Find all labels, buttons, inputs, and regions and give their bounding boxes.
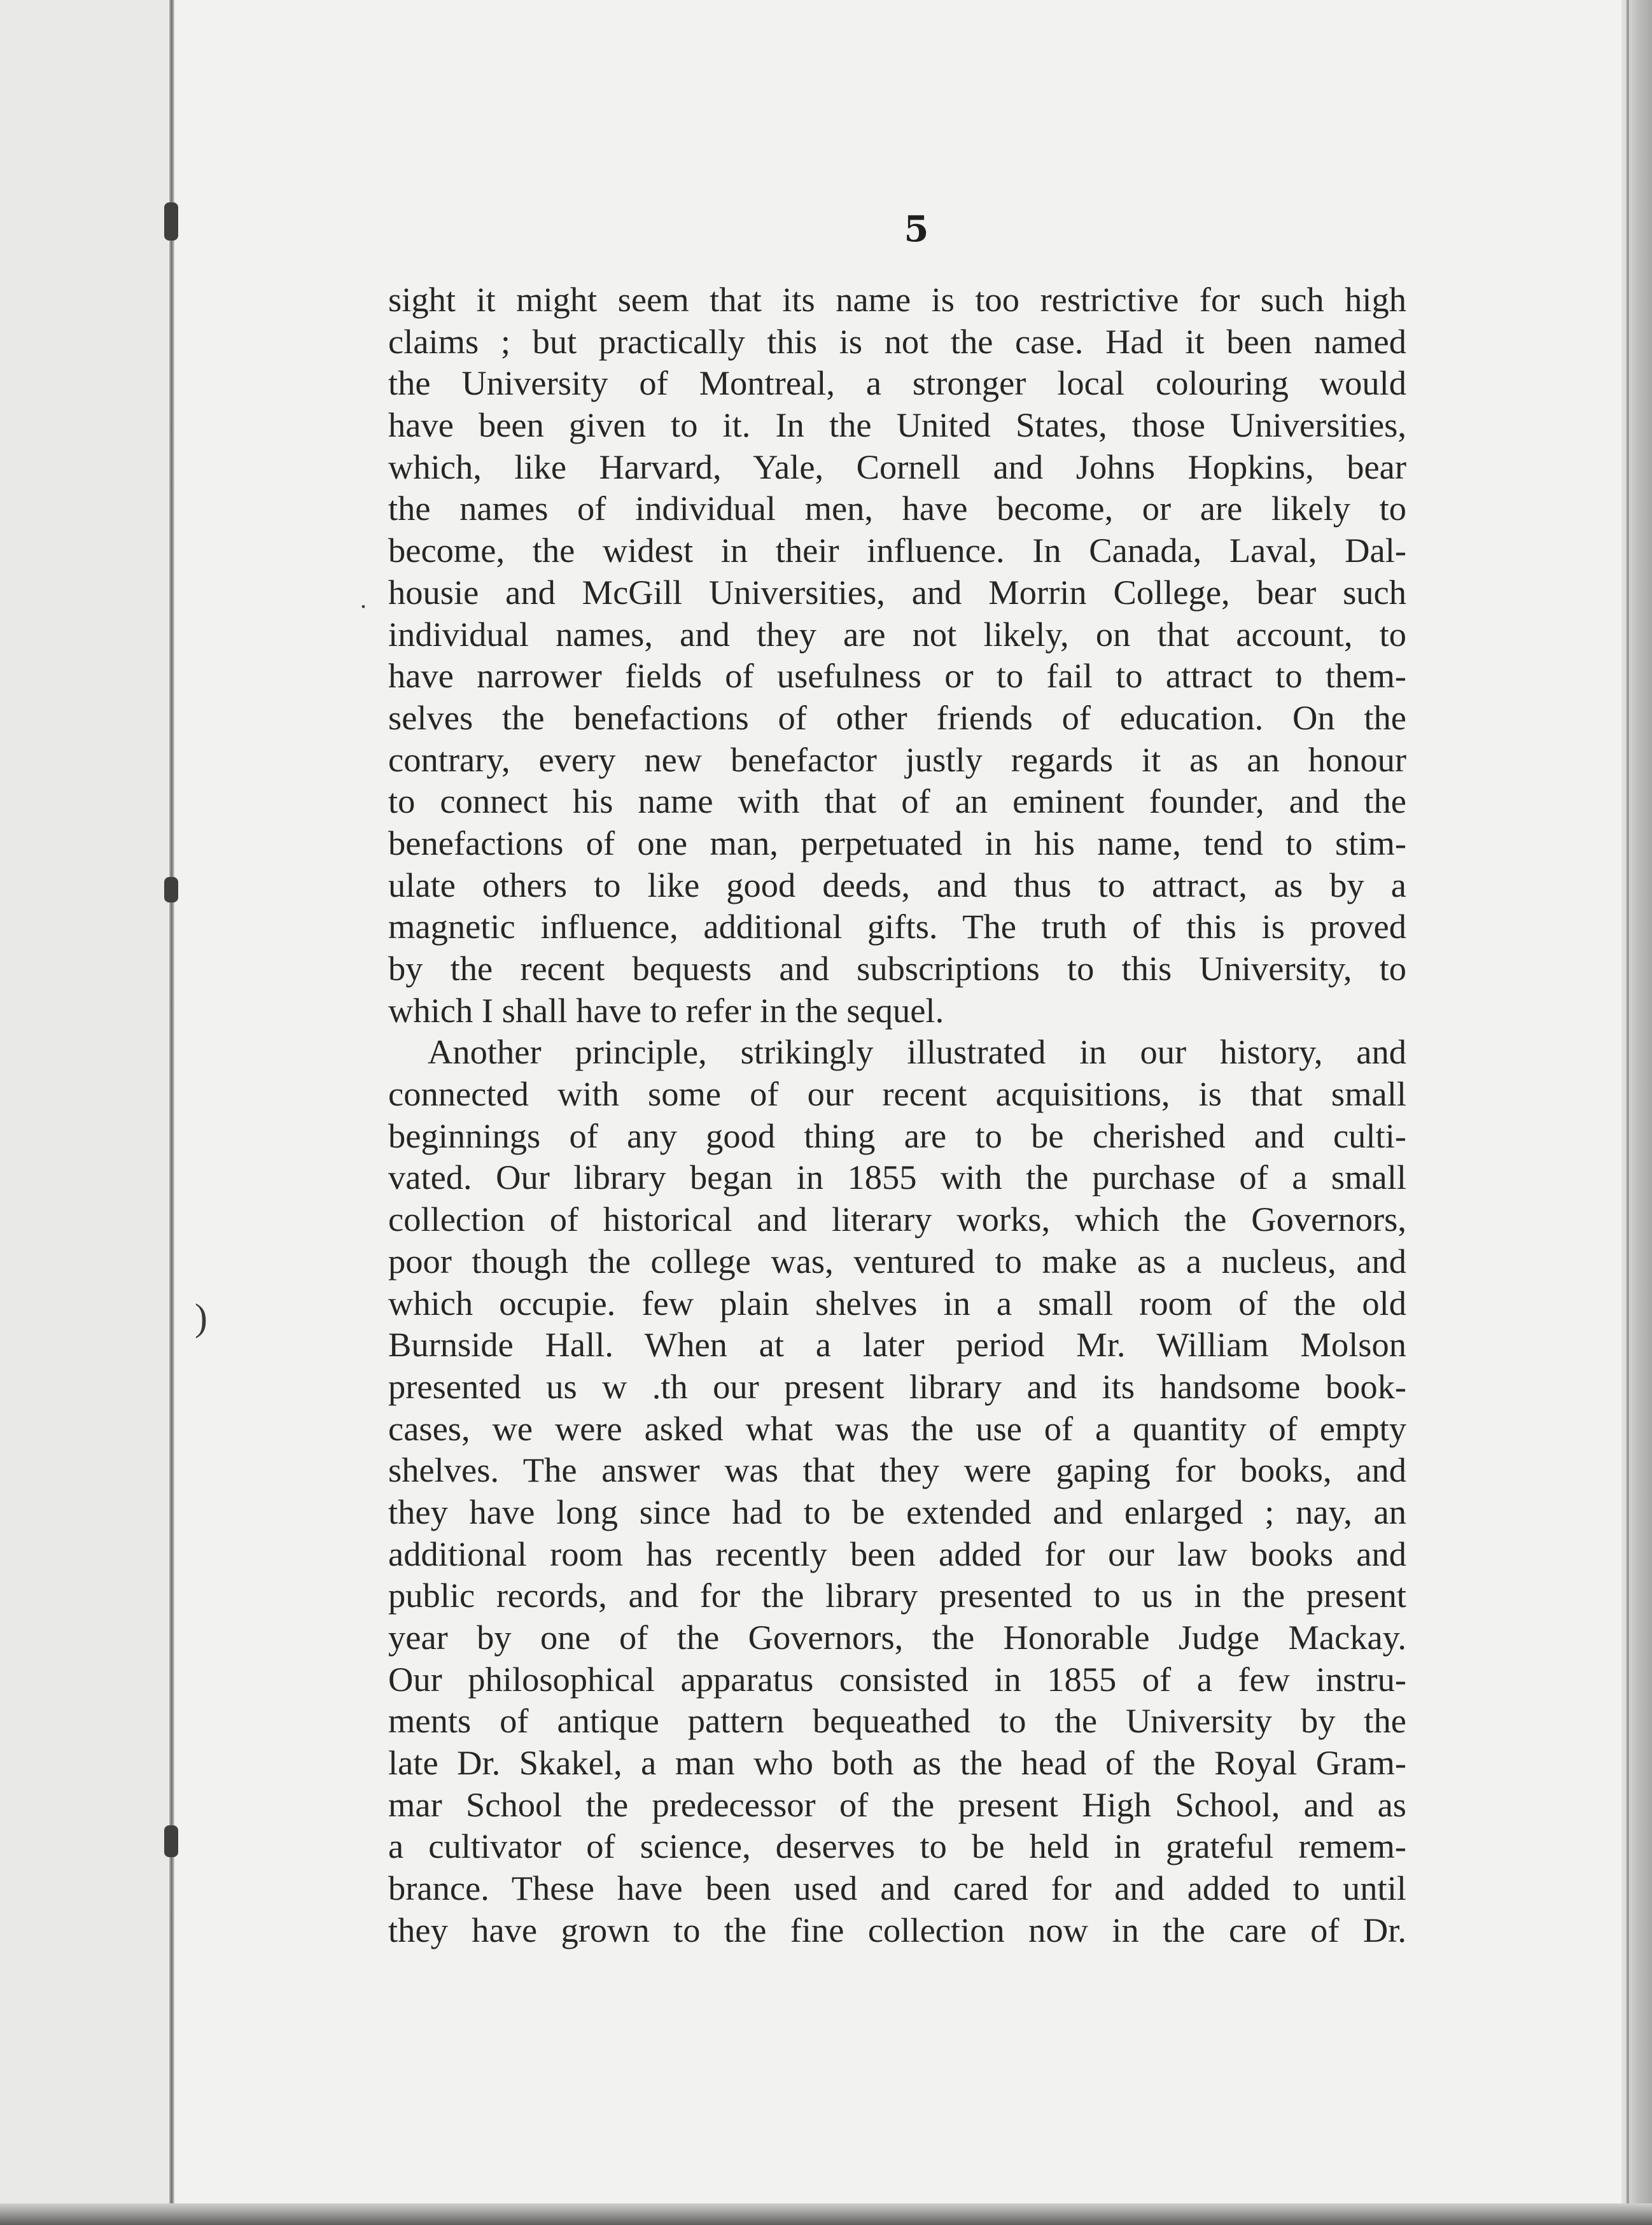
facing-page-margin xyxy=(0,0,173,2225)
text-line: Burnside Hall. When at a later period Mr. William Molson xyxy=(388,1325,1406,1365)
page-body xyxy=(388,279,1406,1951)
binding-mark xyxy=(164,202,178,241)
text-line: the University of Montreal, a stronger local colouring would xyxy=(388,363,1406,403)
text-line: mar School the predecessor of the present High School, and as xyxy=(388,1785,1406,1824)
text-line: presented us w .th our present library and its handsome book- xyxy=(388,1366,1406,1406)
text-line: by the recent bequests and subscriptions to this University, to xyxy=(388,949,1406,988)
text-line: individual names, and they are not likely, on that account, to xyxy=(388,614,1406,654)
text-line: brance. These have been used and cared for and added to until xyxy=(388,1869,1406,1908)
text-line: a cultivator of science, deserves to be held in grateful remem- xyxy=(388,1827,1406,1866)
text-line: ulate others to like good deeds, and thus to attract, as by a xyxy=(388,865,1406,904)
text-line: they have grown to the fine collection now in the care of Dr. xyxy=(388,1910,1406,1949)
text-line: the names of individual men, have become, or are likely to xyxy=(388,489,1406,528)
text-line: poor though the college was, ventured to make as a nucleus, and xyxy=(388,1241,1406,1281)
text-line: contrary, every new benefactor justly regards it as an honour xyxy=(388,740,1406,779)
text-line: public records, and for the library presented to us in the present xyxy=(388,1576,1406,1615)
text-line: Our philosophical apparatus consisted in 1855 of a few instru- xyxy=(388,1659,1406,1699)
binding-fold xyxy=(169,0,174,2225)
text-line: have narrower fields of usefulness or to fail to attract to them- xyxy=(388,656,1406,696)
bottom-edge-shadow xyxy=(0,2203,1652,2225)
text-line: Another principle, strikingly illustrated in our history, and xyxy=(428,1032,1406,1072)
text-line: ments of antique pattern bequeathed to the University by the xyxy=(388,1701,1406,1741)
text-line: claims ; but practically this is not the case. Had it been named xyxy=(388,321,1406,361)
text-line: become, the widest in their influence. In Canada, Laval, Dal- xyxy=(388,531,1406,570)
text-line: beginnings of any good thing are to be cherished and culti- xyxy=(388,1116,1406,1155)
text-line: selves the benefactions of other friends of education. On the xyxy=(388,698,1406,737)
text-line: they have long since had to be extended and enlarged ; nay, an xyxy=(388,1492,1406,1531)
text-line: sight it might seem that its name is too restrictive for such high xyxy=(388,280,1406,319)
text-line: magnetic influence, additional gifts. The truth of this is proved xyxy=(388,907,1406,946)
text-line: which, like Harvard, Yale, Cornell and Johns Hopkins, bear xyxy=(388,447,1406,486)
text-line: vated. Our library began in 1855 with the purchase of a small xyxy=(388,1158,1406,1197)
text-line: cases, we were asked what was the use of a quantity of empty xyxy=(388,1408,1406,1448)
text-line: collection of historical and literary works, which the Governors, xyxy=(388,1200,1406,1239)
binding-mark xyxy=(164,877,178,902)
text-line: to connect his name with that of an eminent founder, and the xyxy=(388,782,1406,821)
page-number: 5 xyxy=(904,208,929,250)
page-edge xyxy=(1627,0,1629,2225)
text-line: have been given to it. In the United States, those Universities, xyxy=(388,405,1406,445)
text-line: which I shall have to refer in the sequel. xyxy=(388,990,944,1030)
text-line: shelves. The answer was that they were gaping for books, and xyxy=(388,1450,1406,1490)
stray-ink-mark: . xyxy=(360,585,367,614)
binding-mark xyxy=(164,1825,178,1857)
text-line: connected with some of our recent acquisitions, is that small xyxy=(388,1074,1406,1114)
text-line: late Dr. Skakel, a man who both as the head of the Royal Gram- xyxy=(388,1743,1406,1783)
text-line: additional room has recently been added for our law books and xyxy=(388,1534,1406,1573)
text-line: housie and McGill Universities, and Morrin College, bear such xyxy=(388,572,1406,612)
text-line: which occupie. few plain shelves in a small room of the old xyxy=(388,1283,1406,1323)
stray-ink-mark: ) xyxy=(195,1296,207,1338)
text-line: benefactions of one man, perpetuated in his name, tend to stim- xyxy=(388,823,1406,862)
text-line: year by one of the Governors, the Honorable Judge Mackay. xyxy=(388,1618,1406,1657)
